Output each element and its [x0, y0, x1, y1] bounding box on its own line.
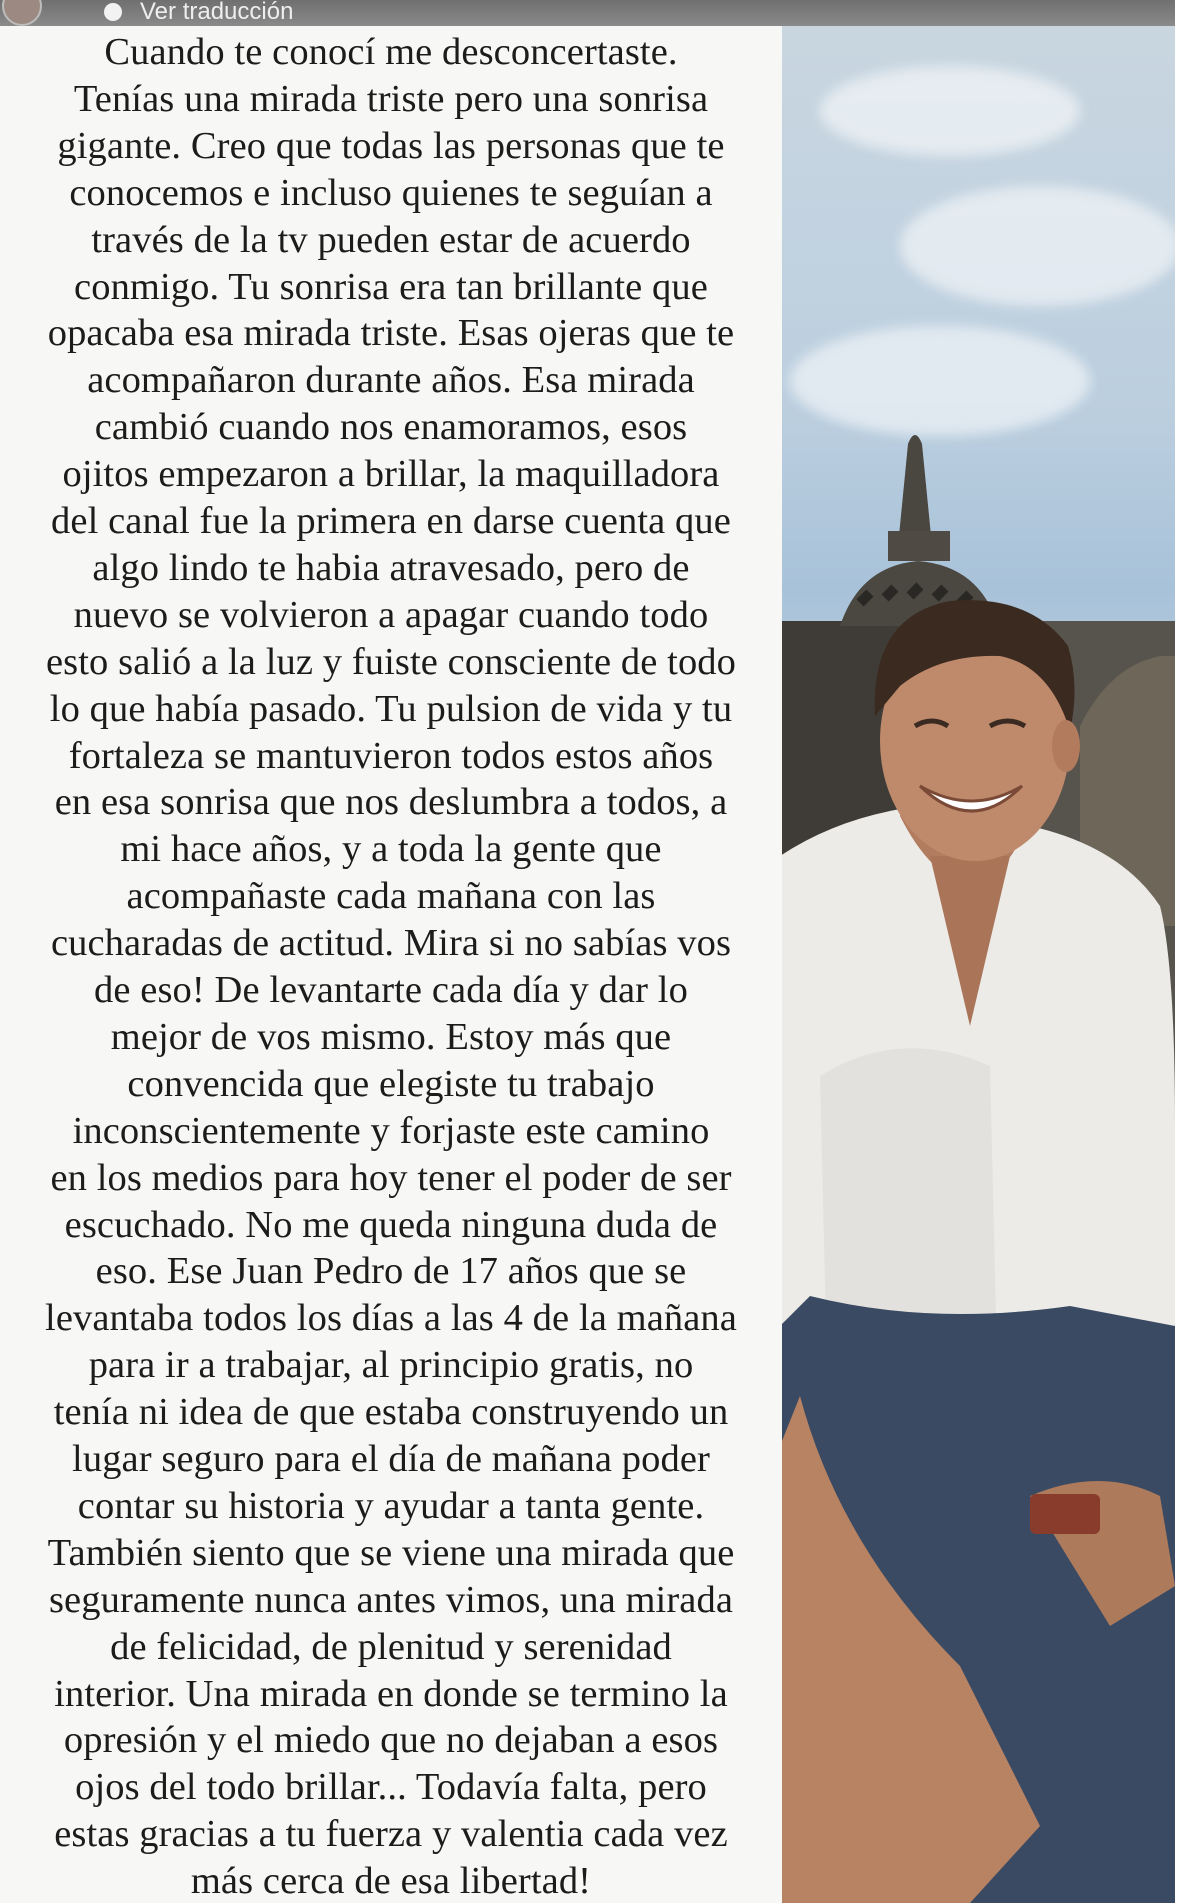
- story-text-line: opacaba esa mirada triste. Esas ojeras que te: [47, 312, 735, 355]
- story-text-line: en los medios para hoy tener el poder de ser: [50, 1156, 732, 1199]
- story-text-line: lo que había pasado. Tu pulsion de vida y tu: [49, 687, 733, 730]
- story-text-line: más cerca de esa libertad!: [190, 1860, 592, 1903]
- story-text-line: eso. Ese Juan Pedro de 17 años que se: [95, 1250, 687, 1293]
- story-text-line: lugar seguro para el día de mañana poder: [72, 1438, 710, 1480]
- story-text-line: convencida que elegiste tu trabajo: [127, 1062, 655, 1105]
- story-text-line: acompañaste cada mañana con las: [126, 875, 656, 918]
- right-margin: [1175, 0, 1200, 1903]
- story-text-line: seguramente nunca antes vimos, una mirada: [48, 1578, 734, 1621]
- story-text-line: inconscientemente y forjaste este camino: [72, 1109, 710, 1152]
- story-text-line: levantaba todos los días a las 4 de la mañana: [45, 1297, 737, 1340]
- photo-scene: [780, 26, 1175, 1903]
- story-text-line: ojitos empezaron a brillar, la maquilladora: [62, 453, 720, 496]
- story-text-line: Tenías una mirada triste pero una sonrisa: [73, 77, 709, 120]
- story-text-line: contar su historia y ayudar a tanta gente.: [77, 1484, 705, 1527]
- story-photo: [780, 26, 1175, 1903]
- story-text-line: tenía ni idea de que estaba construyendo un: [53, 1391, 729, 1434]
- story-text-line: esto salió a la luz y fuiste consciente de todo: [45, 640, 736, 683]
- story-text-line: gigante. Creo que todas las personas que te: [57, 124, 725, 167]
- story-text-line: fortaleza se mantuvieron todos estos años: [68, 734, 714, 777]
- story-text-line: conocemos e incluso quienes te seguían a: [69, 171, 713, 214]
- story-text-line: interior. Una mirada en donde se termino la: [54, 1672, 728, 1715]
- story-text-line: de felicidad, de plenitud y serenidad: [110, 1625, 672, 1668]
- bracelet: [1030, 1494, 1100, 1534]
- see-translation-link[interactable]: Ver traducción: [140, 0, 294, 25]
- story-text-line: del canal fue la primera en darse cuenta que: [51, 500, 731, 542]
- story-text-line: estas gracias a tu fuerza y valentia cada vez: [54, 1813, 728, 1856]
- story-text-line: mi hace años, y a toda la gente que: [120, 828, 662, 871]
- story-text-line: algo lindo te habia atravesado, pero de: [92, 546, 690, 589]
- story-text-line: de eso! De levantarte cada día y dar lo: [94, 969, 688, 1011]
- stupa-spire: [898, 435, 932, 546]
- story-text-line: cambió cuando nos enamoramos, esos: [94, 406, 688, 449]
- story-text-line: Cuando te conocí me desconcertaste.: [104, 31, 678, 73]
- translation-bar: [0, 0, 1175, 26]
- story-text-line: conmigo. Tu sonrisa era tan brillante que: [74, 265, 708, 308]
- story-text-line: en esa sonrisa que nos deslumbra a todos, a: [54, 781, 728, 824]
- story-text-line: opresión y el miedo que no dejaban a esos: [63, 1719, 719, 1762]
- story-text-line: escuchado. No me queda ninguna duda de: [64, 1203, 718, 1246]
- avatar[interactable]: [2, 0, 42, 26]
- story-text-line: acompañaron durante años. Esa mirada: [87, 359, 695, 402]
- story-text-line: También siento que se viene una mirada que: [47, 1531, 735, 1574]
- story-text-line: través de la tv pueden estar de acuerdo: [91, 218, 691, 261]
- story-text-line: nuevo se volvieron a apagar cuando todo: [73, 593, 709, 636]
- story-text-line: cucharadas de actitud. Mira si no sabías vos: [50, 922, 732, 965]
- story-text-line: para ir a trabajar, al principio gratis, no: [88, 1344, 694, 1387]
- story-text-block: [0, 26, 782, 1903]
- story-text-line: ojos del todo brillar... Todavía falta, pero: [75, 1766, 707, 1809]
- globe-icon[interactable]: [104, 3, 122, 21]
- story-text-line: mejor de vos mismo. Estoy más que: [110, 1015, 672, 1058]
